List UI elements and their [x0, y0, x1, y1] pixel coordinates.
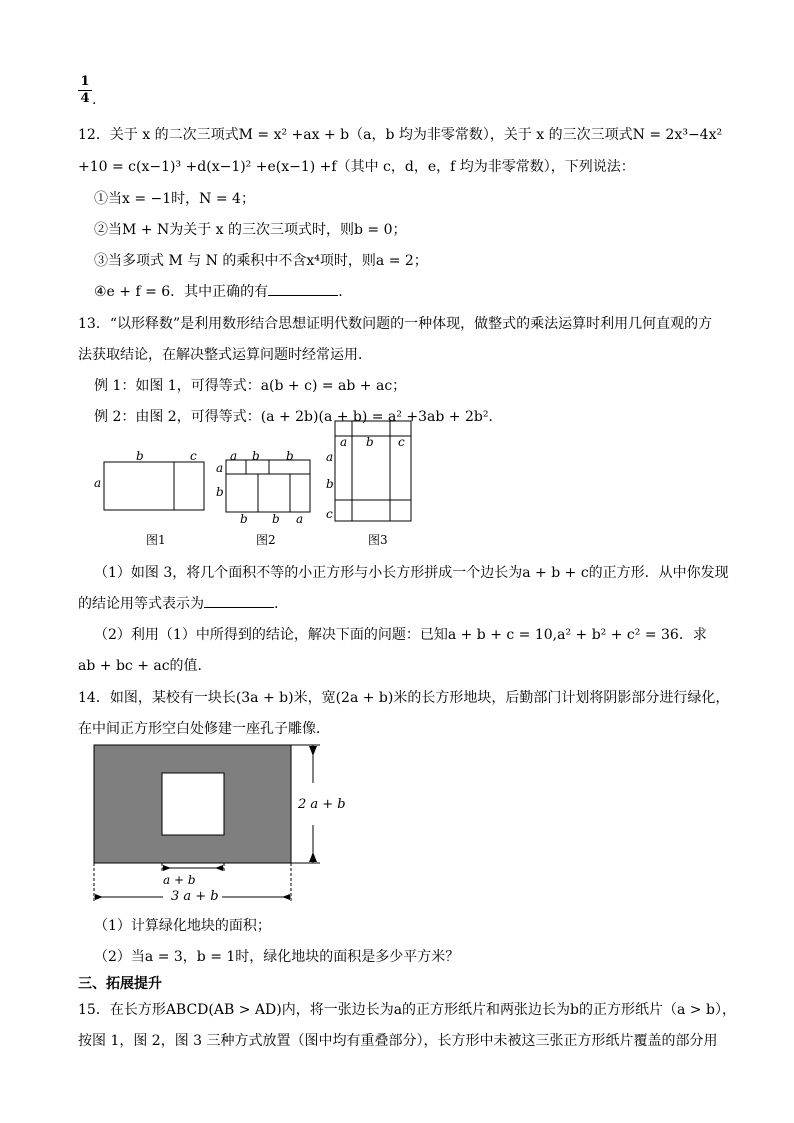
- q12-line1: 12．关于 x 的二次三项式M = x² +ax + b（a，b 均为非零常数），关于 x 的三次三项式N = 2x³−4x²: [78, 127, 723, 143]
- fig2-left-label-2: b: [216, 485, 224, 499]
- fig1-label-a: a: [94, 476, 102, 490]
- fig2-bottom-label-1: b: [240, 512, 248, 526]
- fig3-left-label-b: b: [326, 477, 334, 491]
- q15-line1: 15．在长方形ABCD(AB > AD)内，将一张边长为a的正方形纸片和两张边长为b的正方形纸片（a > b），: [78, 1002, 736, 1018]
- q14-line2: 在中间正方形空白处修建一座孔子雕像．: [78, 721, 330, 737]
- section-title-extension: 三、拓展提升: [78, 976, 162, 992]
- fig2-caption: 图2: [256, 533, 276, 547]
- fig2-top-label-3: b: [286, 449, 294, 463]
- fig3-top-label-a: a: [340, 435, 348, 449]
- fraction-numerator: 1: [80, 74, 90, 89]
- fig2-bottom-label-3: a: [296, 512, 304, 526]
- q12-answer-blank: [268, 283, 338, 296]
- fraction-denominator: 4: [80, 91, 90, 106]
- q12-option-2: ②当M + N为关于 x 的三次三项式时，则b = 0；: [94, 222, 407, 238]
- q14-width-label: 3 a + b: [171, 889, 219, 904]
- q13-figure-2: [224, 458, 314, 514]
- q13-line2: 法获取结论，在解决整式运算问题时经常运用．: [78, 347, 372, 363]
- q12-option-1: ①当x = −1时，N = 4；: [94, 191, 255, 207]
- q13-part2-line1: （2）利用（1）中所得到的结论，解决下面的问题：已知a + b + c = 10,a² + b² + c² = 36．求: [94, 627, 707, 643]
- fig2-left-label-1: a: [216, 461, 224, 475]
- q14-height-label: 2 a + b: [298, 797, 346, 812]
- fig1-caption: 图1: [146, 533, 166, 547]
- fig3-top-label-c: c: [398, 435, 405, 449]
- q15-line2: 按图 1，图 2，图 3 三种方式放置（图中均有重叠部分），长方形中未被这三张正方形纸片覆盖的部分用: [78, 1033, 718, 1049]
- q12-option-4: [94, 281, 343, 301]
- fraction-one-quarter: [78, 75, 92, 106]
- q12-option-4-end: .: [338, 284, 343, 300]
- fig3-left-label-a: a: [326, 450, 334, 464]
- q14-line1: 14．如图，某校有一块长(3a + b)米，宽(2a + b)米的长方形地块，后勤部门计划将阴影部分进行绿化，: [78, 690, 730, 706]
- q14-part1: （1）计算绿化地块的面积；: [94, 918, 271, 934]
- fig2-top-label-2: b: [252, 449, 260, 463]
- q13-answer-blank: [204, 595, 274, 608]
- q13-example-2: 例 2：由图 2，可得等式：(a + 2b)(a + b) = a² +3ab + 2b²．: [94, 409, 503, 425]
- q14-inner-width-label: a + b: [163, 873, 196, 887]
- q13-figure-1: [88, 446, 218, 520]
- q13-part2-line2: ab + bc + ac的值．: [78, 658, 212, 674]
- q13-part1-text: 的结论用等式表示为: [78, 596, 204, 612]
- fraction-period: .: [92, 92, 97, 108]
- q12-option-4-text: ④e + f = 6．其中正确的有: [94, 284, 269, 300]
- fig3-caption: 图3: [368, 533, 388, 547]
- q13-part1-end: .: [274, 596, 279, 612]
- fig2-bottom-label-2: b: [272, 512, 280, 526]
- q13-line1: 13．“以形释数”是利用数形结合思想证明代数问题的一种体现，做整式的乘法运算时利用几何直观的方: [78, 316, 713, 332]
- q14-figure: [88, 738, 358, 910]
- fig1-label-b: b: [136, 449, 144, 463]
- q14-part2: （2）当a = 3，b = 1时，绿化地块的面积是多少平方米？: [94, 949, 460, 965]
- fig1-label-c: c: [190, 449, 197, 463]
- fig3-left-label-c: c: [326, 507, 333, 521]
- q12-option-3: ③当多项式 M 与 N 的乘积中不含x⁴项时，则a = 2；: [94, 253, 428, 269]
- q13-part1-line2: [78, 593, 278, 613]
- q13-example-1: 例 1：如图 1，可得等式：a(b + c) = ab + ac；: [94, 378, 407, 394]
- fig3-top-label-b: b: [366, 435, 374, 449]
- fig2-top-label-1: a: [230, 449, 238, 463]
- q13-part1-line1: （1）如图 3，将几个面积不等的小正方形与小长方形拼成一个边长为a + b + c的正方形．从中你发现: [94, 565, 729, 581]
- q12-line2: +10 = c(x−1)³ +d(x−1)² +e(x−1) +f（其中 c，d，e，f 均为非零常数），下列说法：: [78, 159, 635, 175]
